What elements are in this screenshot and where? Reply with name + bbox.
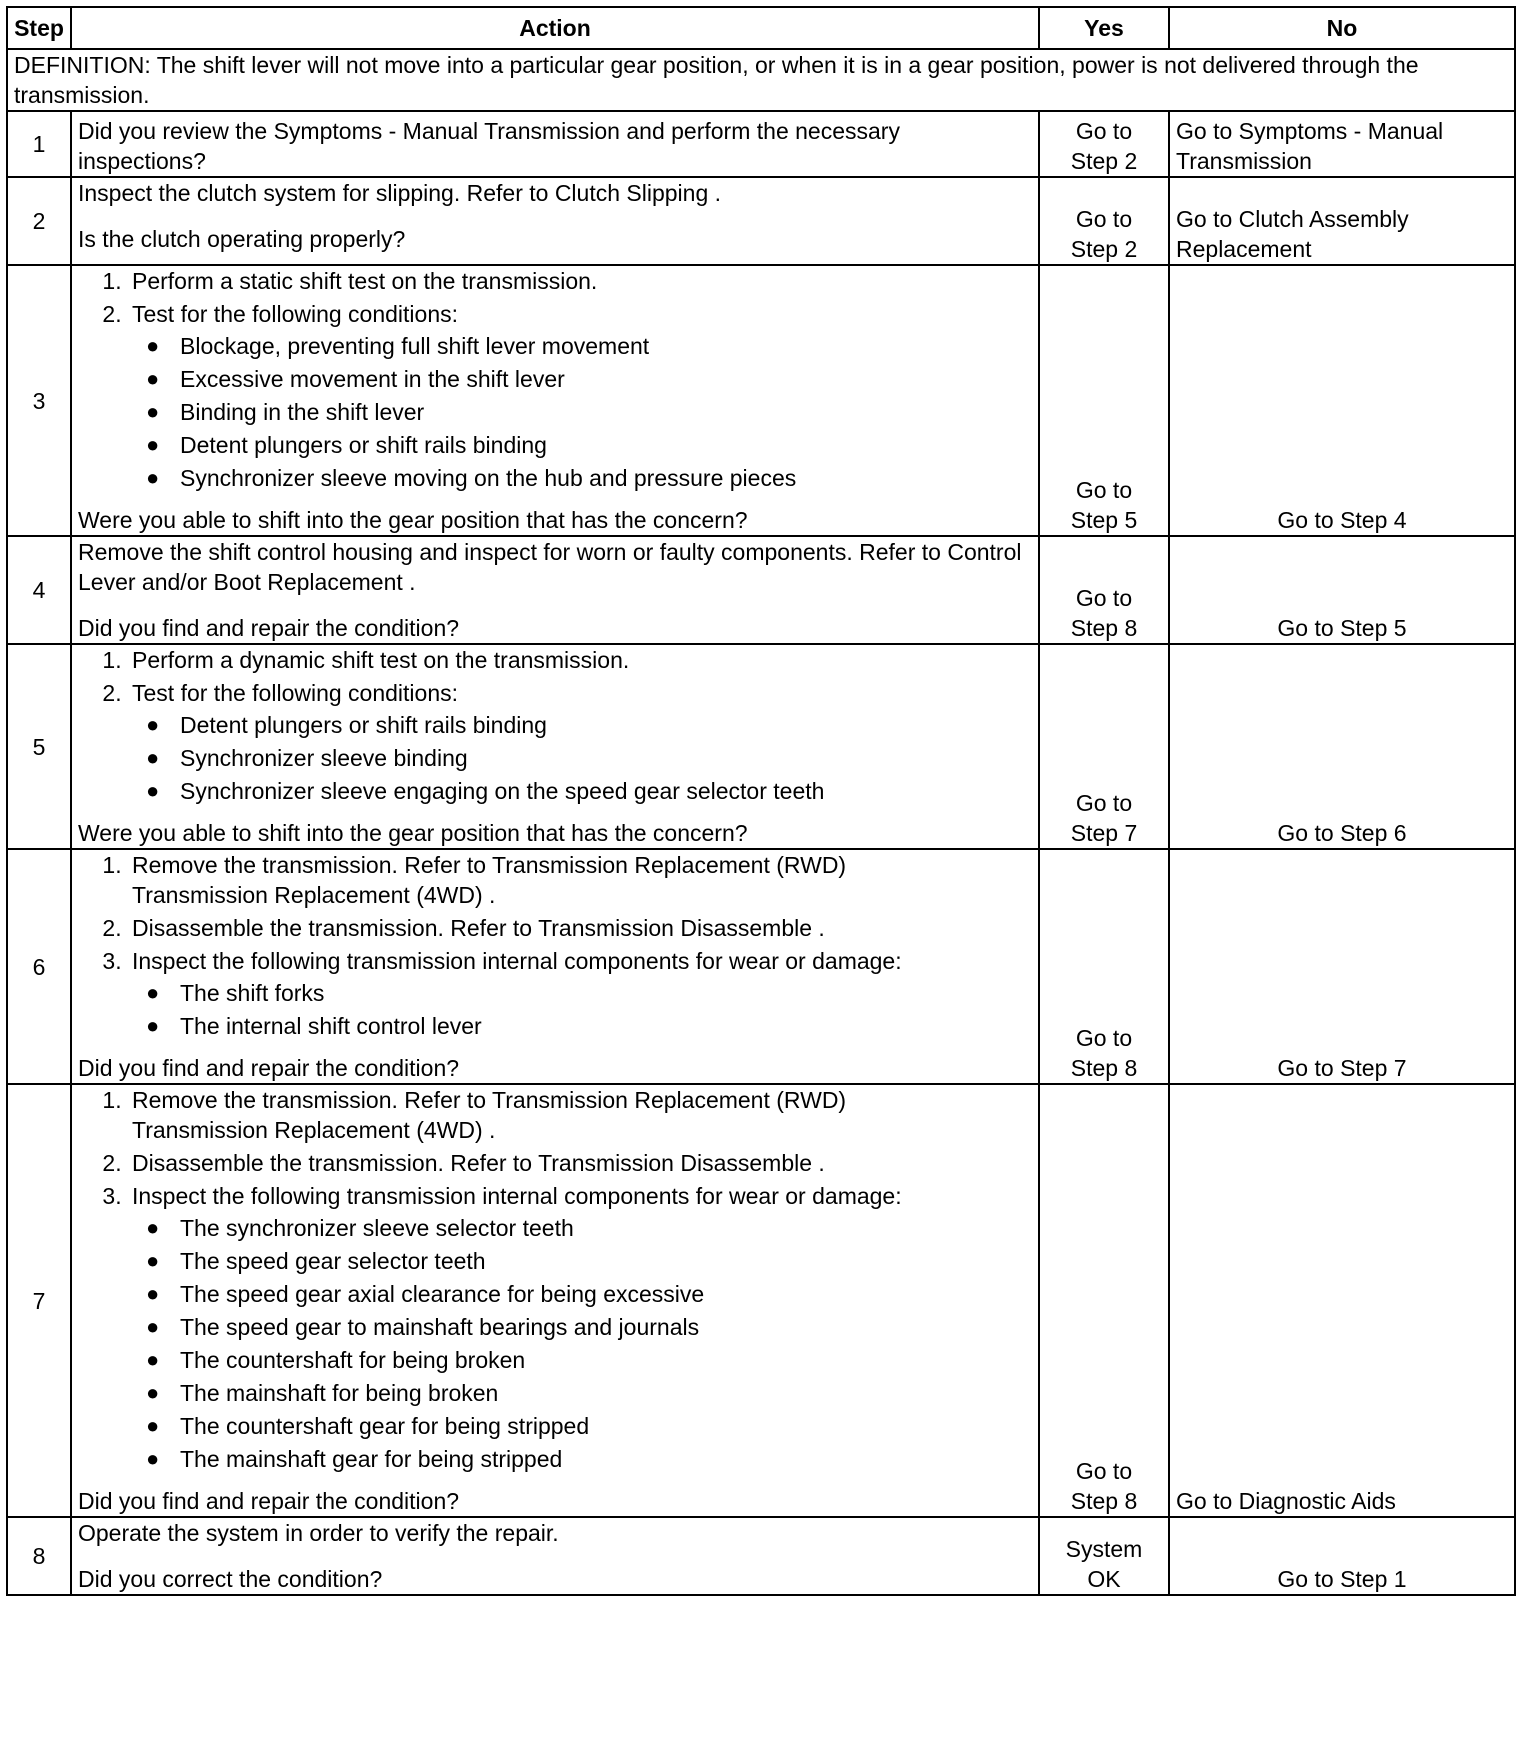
list-item: 2. Disassemble the transmission. Refer to Transmission Disassemble .	[128, 1148, 1032, 1178]
table-row-step-3	[7, 265, 1515, 536]
bullet-item: ● Synchronizer sleeve binding	[180, 743, 1032, 773]
action-question: Were you able to shift into the gear position that has the concern?	[78, 507, 748, 533]
action-cell	[71, 265, 1039, 536]
table-row-step-5	[7, 644, 1515, 849]
action-cell	[71, 849, 1039, 1084]
bullet-item: ● Binding in the shift lever	[180, 397, 1032, 427]
step-number: 5	[7, 644, 71, 849]
numbered-list	[78, 266, 1032, 493]
step-number: 4	[7, 536, 71, 644]
table-row-step-8	[7, 1517, 1515, 1595]
header-action: Action	[71, 7, 1039, 49]
yes-line-1: Go to	[1075, 585, 1133, 611]
yes-cell	[1039, 1517, 1169, 1595]
yes-cell	[1039, 265, 1169, 536]
bullet-item: ● The synchronizer sleeve selector teeth	[180, 1213, 1032, 1243]
no-cell: Go to Step 4	[1169, 265, 1515, 536]
bullet-item: ● The speed gear to mainshaft bearings and journals	[180, 1312, 1032, 1342]
step-number: 1	[7, 111, 71, 177]
bullet-list	[132, 331, 1032, 493]
yes-line-2: Step 2	[1070, 148, 1138, 174]
header-row	[7, 7, 1515, 49]
yes-line-1: Go to	[1075, 118, 1133, 144]
action-question: Were you able to shift into the gear position that has the concern?	[78, 820, 748, 846]
action-question: Did you find and repair the condition?	[78, 615, 460, 641]
action-cell	[71, 1517, 1039, 1595]
bullet-item: ● Synchronizer sleeve moving on the hub and pressure pieces	[180, 463, 1032, 493]
yes-line-2: Step 8	[1070, 1055, 1138, 1081]
action-question: Is the clutch operating properly?	[78, 226, 406, 252]
yes-line-2: Step 8	[1070, 615, 1138, 641]
list-item-text: Inspect the following transmission internal components for wear or damage:	[132, 1183, 902, 1209]
list-item-text: Test for the following conditions:	[132, 680, 459, 706]
bullet-item: ● The internal shift control lever	[180, 1011, 1032, 1041]
bullet-item: ● Detent plungers or shift rails binding	[180, 430, 1032, 460]
bullet-item: ● The countershaft gear for being stripped	[180, 1411, 1032, 1441]
list-item	[128, 678, 1032, 806]
no-cell: Go to Diagnostic Aids	[1169, 1084, 1515, 1517]
numbered-list	[78, 850, 1032, 1041]
bullet-list	[132, 978, 1032, 1041]
yes-cell	[1039, 849, 1169, 1084]
bullet-item: ● Synchronizer sleeve engaging on the speed gear selector teeth	[180, 776, 1032, 806]
yes-line-2: Step 5	[1070, 507, 1138, 533]
yes-cell	[1039, 1084, 1169, 1517]
bullet-list	[132, 1213, 1032, 1474]
action-cell	[71, 111, 1039, 177]
list-item	[128, 299, 1032, 493]
table-row-step-6	[7, 849, 1515, 1084]
yes-line-2: Step 8	[1070, 1488, 1138, 1514]
list-item	[128, 946, 1032, 1041]
bullet-item: ● The shift forks	[180, 978, 1032, 1008]
step-number: 2	[7, 177, 71, 265]
bullet-item: ● The speed gear selector teeth	[180, 1246, 1032, 1276]
yes-line-1: System	[1065, 1536, 1143, 1562]
yes-line-1: Go to	[1075, 477, 1133, 503]
diagnostic-table	[6, 6, 1516, 1596]
action-question: Did you correct the condition?	[78, 1566, 383, 1592]
list-item-text: Inspect the following transmission internal components for wear or damage:	[132, 948, 902, 974]
bullet-item: ● The countershaft for being broken	[180, 1345, 1032, 1375]
definition-row	[7, 49, 1515, 111]
step-number: 6	[7, 849, 71, 1084]
action-question: Did you find and repair the condition?	[78, 1055, 460, 1081]
numbered-list	[78, 1085, 1032, 1474]
no-cell: Go to Step 6	[1169, 644, 1515, 849]
action-cell	[71, 644, 1039, 849]
yes-line-2: OK	[1087, 1566, 1121, 1592]
no-line-2: Replacement	[1176, 236, 1312, 262]
table-row-step-2	[7, 177, 1515, 265]
yes-line-1: Go to	[1075, 1025, 1133, 1051]
numbered-list	[78, 645, 1032, 806]
list-item: 1. Perform a static shift test on the transmission.	[128, 266, 1032, 296]
list-item: 1. Remove the transmission. Refer to Transmission Replacement (RWD) Transmission Replacement (4WD) .	[128, 850, 1032, 910]
no-line-1: Go to Clutch Assembly	[1176, 206, 1409, 232]
definition-text: DEFINITION: The shift lever will not move into a particular gear position, or when it is in a gear position, power is not delivered through the transmission.	[7, 49, 1515, 111]
no-cell: Go to Step 1	[1169, 1517, 1515, 1595]
action-cell	[71, 1084, 1039, 1517]
yes-cell	[1039, 644, 1169, 849]
action-cell	[71, 177, 1039, 265]
step-number: 7	[7, 1084, 71, 1517]
bullet-item: ● Excessive movement in the shift lever	[180, 364, 1032, 394]
action-cell	[71, 536, 1039, 644]
yes-cell	[1039, 177, 1169, 265]
bullet-item: ● The speed gear axial clearance for being excessive	[180, 1279, 1032, 1309]
yes-line-2: Step 2	[1070, 236, 1138, 262]
no-cell: Go to Step 5	[1169, 536, 1515, 644]
action-text: Did you review the Symptoms - Manual Transmission and perform the necessary inspections?	[78, 118, 900, 174]
action-text: Operate the system in order to verify the repair.	[78, 1520, 559, 1546]
bullet-item: ● The mainshaft gear for being stripped	[180, 1444, 1032, 1474]
yes-line-2: Step 7	[1070, 820, 1138, 846]
table-row-step-7	[7, 1084, 1515, 1517]
yes-line-1: Go to	[1075, 790, 1133, 816]
bullet-item: ● The mainshaft for being broken	[180, 1378, 1032, 1408]
bullet-item: ● Detent plungers or shift rails binding	[180, 710, 1032, 740]
step-number: 3	[7, 265, 71, 536]
yes-cell	[1039, 536, 1169, 644]
bullet-list	[132, 710, 1032, 806]
bullet-item: ● Blockage, preventing full shift lever movement	[180, 331, 1032, 361]
list-item: 1. Remove the transmission. Refer to Transmission Replacement (RWD) Transmission Replacement (4WD) .	[128, 1085, 1032, 1145]
action-question: Did you find and repair the condition?	[78, 1488, 460, 1514]
table-row-step-1	[7, 111, 1515, 177]
yes-line-1: Go to	[1075, 1458, 1133, 1484]
action-text: Inspect the clutch system for slipping. Refer to Clutch Slipping .	[78, 180, 722, 206]
header-step: Step	[7, 7, 71, 49]
step-number: 8	[7, 1517, 71, 1595]
list-item: 1. Perform a dynamic shift test on the transmission.	[128, 645, 1032, 675]
no-line-2: Transmission	[1176, 148, 1312, 174]
no-line-1: Go to Symptoms - Manual	[1176, 118, 1444, 144]
yes-line-1: Go to	[1075, 206, 1133, 232]
header-no: No	[1169, 7, 1515, 49]
action-text: Remove the shift control housing and inspect for worn or faulty components. Refer to Control Lever and/or Boot Replacement .	[78, 539, 1022, 595]
header-yes: Yes	[1039, 7, 1169, 49]
no-cell	[1169, 111, 1515, 177]
list-item-text: Test for the following conditions:	[132, 301, 459, 327]
list-item: 2. Disassemble the transmission. Refer to Transmission Disassemble .	[128, 913, 1032, 943]
table-row-step-4	[7, 536, 1515, 644]
no-cell	[1169, 177, 1515, 265]
list-item	[128, 1181, 1032, 1474]
yes-cell	[1039, 111, 1169, 177]
no-cell: Go to Step 7	[1169, 849, 1515, 1084]
